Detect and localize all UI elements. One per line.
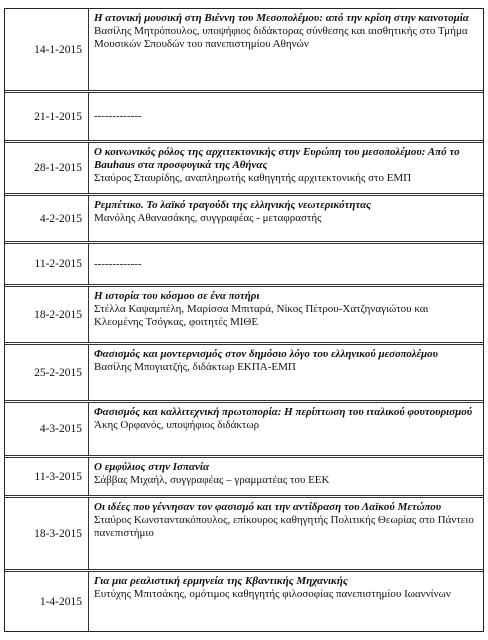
row-title: Ρεμπέτικο. Το λαϊκό τραγούδι της ελληνικής νεωτερικότητας bbox=[94, 199, 372, 211]
row-date: 18-2-2015 bbox=[5, 287, 89, 342]
row-description: ------------- bbox=[94, 110, 142, 122]
row-description: Βασίλης Μπογιατζής, διδάκτωρ ΕΚΠΑ-ΕΜΠ bbox=[94, 361, 296, 373]
row-description: Σταύρος Σταυρίδης, αναπληρωτής καθηγητής αρχιτεκτονικής στο ΕΜΠ bbox=[94, 172, 412, 184]
schedule-row bbox=[5, 495, 483, 569]
row-title: Ο κοινωνικός ρόλος της αρχιτεκτονικής στην Ευρώπη του μεσοπολέμου: Από το Bauhaus στα προσφυγικά της Αθήνας bbox=[94, 146, 460, 171]
schedule-row bbox=[5, 400, 483, 455]
row-description: Στέλλα Καψαμπέλη, Μαρίσσα Μπιταρά, Νίκος Πέτρου-Χατζηναγιώτου και Κλεομένης Τσόγκας, φοιτητές ΜΙΘΕ bbox=[94, 303, 429, 328]
row-title: Η ιστορία του κόσμου σε ένα ποτήρι bbox=[94, 290, 260, 302]
schedule-row bbox=[5, 241, 483, 284]
schedule-row bbox=[5, 569, 483, 631]
row-description: Σταύρος Κωνσταντακόπουλος, επίκουρος καθηγητής Πολιτικής Θεωρίας στο Πάντειο πανεπιστήμιο bbox=[94, 514, 474, 539]
row-description: ------------- bbox=[94, 257, 142, 270]
row-title: Φασισμός και μοντερνισμός στον δημόσιο λόγο του ελληνικού μεσοπολέμου bbox=[94, 348, 439, 360]
row-date: 25-2-2015 bbox=[5, 345, 89, 400]
schedule-row bbox=[5, 342, 483, 400]
row-date: 11-2-2015 bbox=[5, 244, 89, 284]
schedule-row bbox=[5, 284, 483, 342]
row-date: 4-2-2015 bbox=[5, 196, 89, 241]
row-title: Για μια ρεαλιστική ερμηνεία της Κβαντικής Μηχανικής bbox=[94, 575, 348, 587]
row-date: 11-3-2015 bbox=[5, 458, 89, 495]
row-date: 14-1-2015 bbox=[5, 9, 89, 90]
row-description: Βασίλης Μητρόπουλος, υποψήφιος διδάκτορας σύνθεσης και αισθητικής στο Τμήμα Μουσικών Σπουδών του πανεπιστημίου Αθηνών bbox=[94, 25, 468, 50]
row-description: Ευτύχης Μπιτσάκης, ομότιμος καθηγητής φιλοσοφίας πανεπιστημίου Ιωαννίνων bbox=[94, 588, 451, 600]
schedule-table bbox=[4, 8, 484, 632]
row-date: 21-1-2015 bbox=[5, 93, 89, 140]
row-description: Μανόλης Αθανασάκης, συγγραφέας - μεταφραστής bbox=[94, 212, 322, 224]
row-title: Φασισμός και καλλιτεχνική πρωτοπορία: Η περίπτωση του ιταλικού φουτουρισμού bbox=[94, 406, 473, 418]
schedule-row bbox=[5, 193, 483, 241]
schedule-row bbox=[5, 140, 483, 193]
row-date: 28-1-2015 bbox=[5, 143, 89, 193]
schedule-row bbox=[5, 9, 483, 90]
row-description: Άκης Ορφανός, υποψήφιος διδάκτωρ bbox=[94, 419, 260, 431]
row-date: 1-4-2015 bbox=[5, 572, 89, 631]
row-date: 18-3-2015 bbox=[5, 498, 89, 569]
schedule-row bbox=[5, 90, 483, 140]
row-title: Οι ιδέες που γέννησαν τον φασισμό και την αντίδραση του Λαϊκού Μετώπου bbox=[94, 501, 442, 513]
row-date: 4-3-2015 bbox=[5, 403, 89, 455]
row-title: Ο εμφύλιος στην Ισπανία bbox=[94, 461, 210, 473]
row-title: Η ατονική μουσική στη Βιέννη του Μεσοπολέμου: από την κρίση στην καινοτομία bbox=[94, 12, 469, 24]
row-description: Σάββας Μιχαήλ, συγγραφέας – γραμματέας του ΕΕΚ bbox=[94, 474, 330, 486]
schedule-row bbox=[5, 455, 483, 495]
